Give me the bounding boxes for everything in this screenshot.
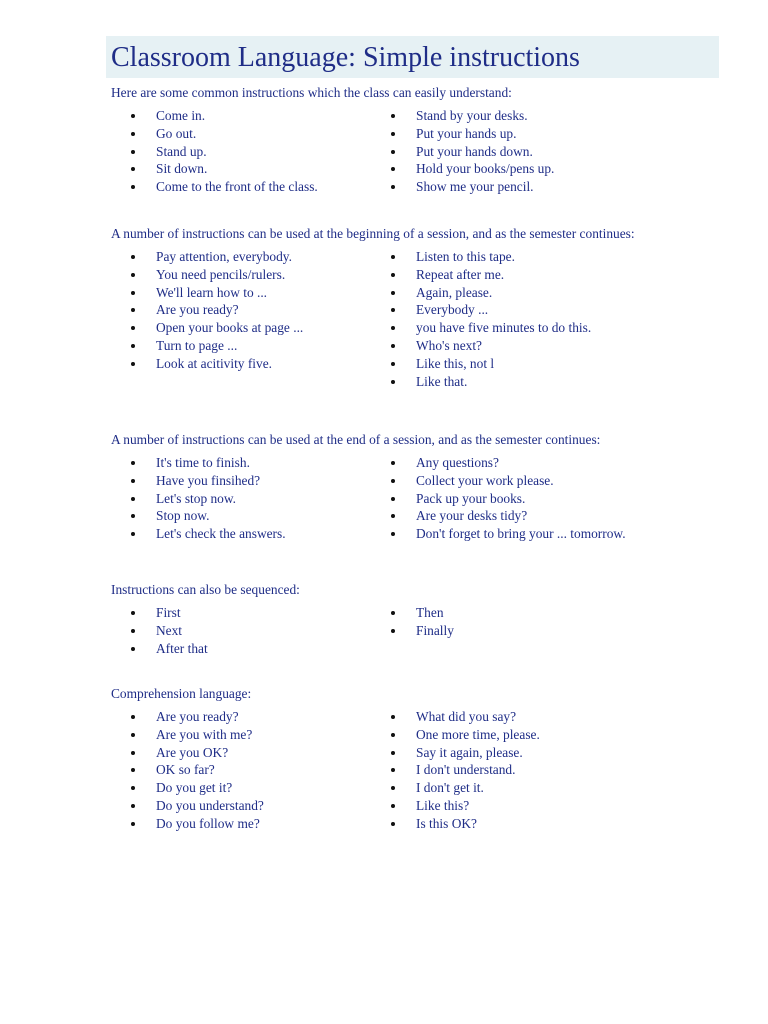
list-item <box>129 472 286 490</box>
bullet-icon <box>131 255 135 259</box>
section-intro: Here are some common instructions which the class can easily understand: <box>111 85 512 100</box>
bullet-icon <box>131 751 135 755</box>
list-item <box>389 604 454 622</box>
list-item <box>389 744 540 762</box>
bullet-icon <box>391 715 395 719</box>
bullet-icon <box>391 611 395 615</box>
list-item <box>389 248 591 266</box>
list-item-text: Stand by your desks. <box>416 108 528 123</box>
list-item-text: Sit down. <box>156 161 208 177</box>
list-item-text: Collect your work please. <box>416 472 554 488</box>
list-item-text: you have five minutes to do this. <box>416 320 592 336</box>
list-item <box>129 284 303 302</box>
list-item <box>389 373 591 391</box>
bullet-icon <box>131 132 135 136</box>
bullet-icon <box>391 514 395 518</box>
section-intro: A number of instructions can be used at the beginning of a session, and as the semester continues: <box>111 226 635 241</box>
list-item-text: Pay attention, everybody. <box>156 249 292 264</box>
title-bar <box>106 36 719 78</box>
list-item-text: Do you follow me? <box>156 815 260 831</box>
list-item <box>389 472 626 490</box>
list-item-text: Let's check the answers. <box>156 526 286 542</box>
list-item-text: Are you OK? <box>156 744 229 760</box>
bullet-icon <box>131 786 135 790</box>
list-item <box>389 525 626 543</box>
bullet-icon <box>391 497 395 501</box>
section-sequencing <box>111 581 731 656</box>
bullet-icon <box>131 150 135 154</box>
list-item-text: Like this, not l <box>416 355 495 371</box>
list-item <box>389 355 591 373</box>
list-item <box>129 160 318 178</box>
bullet-icon <box>131 647 135 651</box>
list-item-text: What did you say? <box>416 709 517 724</box>
list-item <box>129 178 318 196</box>
list-item-text: Are your desks tidy? <box>416 508 528 524</box>
bullet-icon <box>391 380 395 384</box>
list-item-text: I don't get it. <box>416 780 484 796</box>
bullet-icon <box>131 629 135 633</box>
list-item <box>389 708 540 726</box>
left-list <box>129 708 264 833</box>
list-item-text: We'll learn how to ... <box>156 284 268 300</box>
list-item-text: OK so far? <box>156 762 215 778</box>
list-item <box>389 797 540 815</box>
bullet-icon <box>391 185 395 189</box>
list-item-text: Repeat after me. <box>416 266 505 282</box>
list-item-text: Again, please. <box>416 284 493 300</box>
right-list <box>389 248 591 390</box>
bullet-icon <box>131 733 135 737</box>
list-item <box>389 319 591 337</box>
list-item <box>389 337 591 355</box>
bullet-icon <box>391 344 395 348</box>
section-basic-instructions <box>111 84 731 195</box>
bullet-icon <box>131 362 135 366</box>
list-item-text: One more time, please. <box>416 726 540 742</box>
list-item <box>129 708 264 726</box>
bullet-icon <box>131 291 135 295</box>
bullet-icon <box>131 167 135 171</box>
list-item-text: Any questions? <box>416 455 499 470</box>
bullet-icon <box>131 715 135 719</box>
bullet-icon <box>131 344 135 348</box>
list-item-text: You need pencils/rulers. <box>156 266 286 282</box>
list-item <box>129 797 264 815</box>
bullet-icon <box>131 273 135 277</box>
list-item <box>389 160 554 178</box>
right-list <box>389 708 540 833</box>
list-item <box>129 319 303 337</box>
list-item <box>129 248 303 266</box>
list-item <box>129 125 318 143</box>
list-item <box>129 143 318 161</box>
bullet-icon <box>391 114 395 118</box>
right-list <box>389 454 626 543</box>
bullet-icon <box>391 804 395 808</box>
list-item-text: Let's stop now. <box>156 490 237 506</box>
list-item-text: Are you ready? <box>156 709 239 724</box>
page-title: Classroom Language: Simple instructions <box>111 42 580 73</box>
left-list <box>129 604 208 657</box>
list-item <box>129 490 286 508</box>
bullet-icon <box>131 611 135 615</box>
bullet-icon <box>131 326 135 330</box>
list-item-text: Do you get it? <box>156 780 233 796</box>
list-item <box>389 284 591 302</box>
list-item-text: Put your hands up. <box>416 125 517 141</box>
list-item <box>389 779 540 797</box>
bullet-icon <box>131 308 135 312</box>
bullet-icon <box>131 768 135 772</box>
list-item <box>389 726 540 744</box>
bullet-icon <box>391 751 395 755</box>
list-item-text: Listen to this tape. <box>416 249 515 264</box>
bullet-icon <box>391 479 395 483</box>
list-item-text: Have you finsihed? <box>156 472 261 488</box>
list-item-text: Like this? <box>416 797 470 813</box>
bullet-icon <box>131 532 135 536</box>
list-item-text: It's time to finish. <box>156 455 250 470</box>
list-item-text: Come to the front of the class. <box>156 179 318 195</box>
left-list <box>129 248 303 373</box>
list-item <box>129 454 286 472</box>
bullet-icon <box>391 768 395 772</box>
list-item <box>389 266 591 284</box>
list-item-text: Go out. <box>156 125 197 141</box>
section-intro: Comprehension language: <box>111 686 252 701</box>
bullet-icon <box>391 273 395 277</box>
section-comprehension <box>111 685 731 831</box>
list-item-text: Pack up your books. <box>416 490 526 506</box>
list-item <box>129 779 264 797</box>
list-item <box>129 507 286 525</box>
list-item-text: I don't understand. <box>416 762 516 778</box>
list-item <box>129 815 264 833</box>
list-item-text: Turn to page ... <box>156 337 238 353</box>
list-item-text: Like that. <box>416 373 468 389</box>
bullet-icon <box>131 497 135 501</box>
bullet-icon <box>131 461 135 465</box>
bullet-icon <box>391 326 395 330</box>
bullet-icon <box>131 114 135 118</box>
bullet-icon <box>391 733 395 737</box>
list-item-text: Everybody ... <box>416 302 489 318</box>
bullet-icon <box>391 822 395 826</box>
list-item-text: Then <box>416 605 444 620</box>
list-item-text: Put your hands down. <box>416 143 533 159</box>
bullet-icon <box>391 167 395 171</box>
list-item <box>389 301 591 319</box>
list-item-text: Show me your pencil. <box>416 179 534 195</box>
list-item <box>129 525 286 543</box>
list-item-text: Are you with me? <box>156 726 253 742</box>
section-intro: A number of instructions can be used at the end of a session, and as the semester continues: <box>111 432 601 447</box>
list-item-text: Stand up. <box>156 143 207 159</box>
list-item-text: Don't forget to bring your ... tomorrow. <box>416 526 626 542</box>
bullet-icon <box>391 461 395 465</box>
list-item <box>389 178 554 196</box>
list-item-text: Finally <box>416 622 454 638</box>
list-item <box>129 640 208 658</box>
bullet-icon <box>131 479 135 483</box>
left-list <box>129 454 286 543</box>
bullet-icon <box>131 185 135 189</box>
list-item-text: Who's next? <box>416 337 482 353</box>
list-item <box>129 337 303 355</box>
bullet-icon <box>391 786 395 790</box>
list-item-text: Look at acitivity five. <box>156 355 273 371</box>
list-item-text: Hold your books/pens up. <box>416 161 555 177</box>
list-item <box>129 622 208 640</box>
right-list <box>389 604 454 640</box>
bullet-icon <box>391 629 395 633</box>
list-item <box>389 815 540 833</box>
section-beginning-instructions <box>111 225 731 389</box>
list-item-text: Are you ready? <box>156 302 239 318</box>
right-list <box>389 107 554 196</box>
list-item <box>389 622 454 640</box>
list-item <box>129 355 303 373</box>
list-item <box>129 761 264 779</box>
list-item <box>389 143 554 161</box>
bullet-icon <box>391 255 395 259</box>
list-item-text: Say it again, please. <box>416 744 523 760</box>
list-item <box>389 761 540 779</box>
list-item <box>129 107 318 125</box>
list-item <box>129 266 303 284</box>
list-item <box>389 507 626 525</box>
bullet-icon <box>131 822 135 826</box>
bullet-icon <box>391 291 395 295</box>
list-item <box>129 604 208 622</box>
list-item <box>129 301 303 319</box>
section-end-instructions <box>111 431 731 542</box>
list-item-text: After that <box>156 640 208 656</box>
list-item-text: Is this OK? <box>416 815 477 831</box>
list-item-text: First <box>156 605 181 620</box>
list-item <box>129 744 264 762</box>
list-item-text: Do you understand? <box>156 797 264 813</box>
section-intro: Instructions can also be sequenced: <box>111 582 300 597</box>
bullet-icon <box>391 532 395 536</box>
bullet-icon <box>391 362 395 366</box>
bullet-icon <box>391 308 395 312</box>
list-item-text: Come in. <box>156 108 206 123</box>
list-item-text: Next <box>156 622 183 638</box>
bullet-icon <box>131 804 135 808</box>
bullet-icon <box>391 150 395 154</box>
list-item <box>389 454 626 472</box>
list-item <box>389 490 626 508</box>
list-item <box>389 125 554 143</box>
list-item-text: Stop now. <box>156 508 210 524</box>
left-list <box>129 107 318 196</box>
list-item <box>389 107 554 125</box>
bullet-icon <box>391 132 395 136</box>
list-item-text: Open your books at page ... <box>156 320 304 336</box>
list-item <box>129 726 264 744</box>
bullet-icon <box>131 514 135 518</box>
